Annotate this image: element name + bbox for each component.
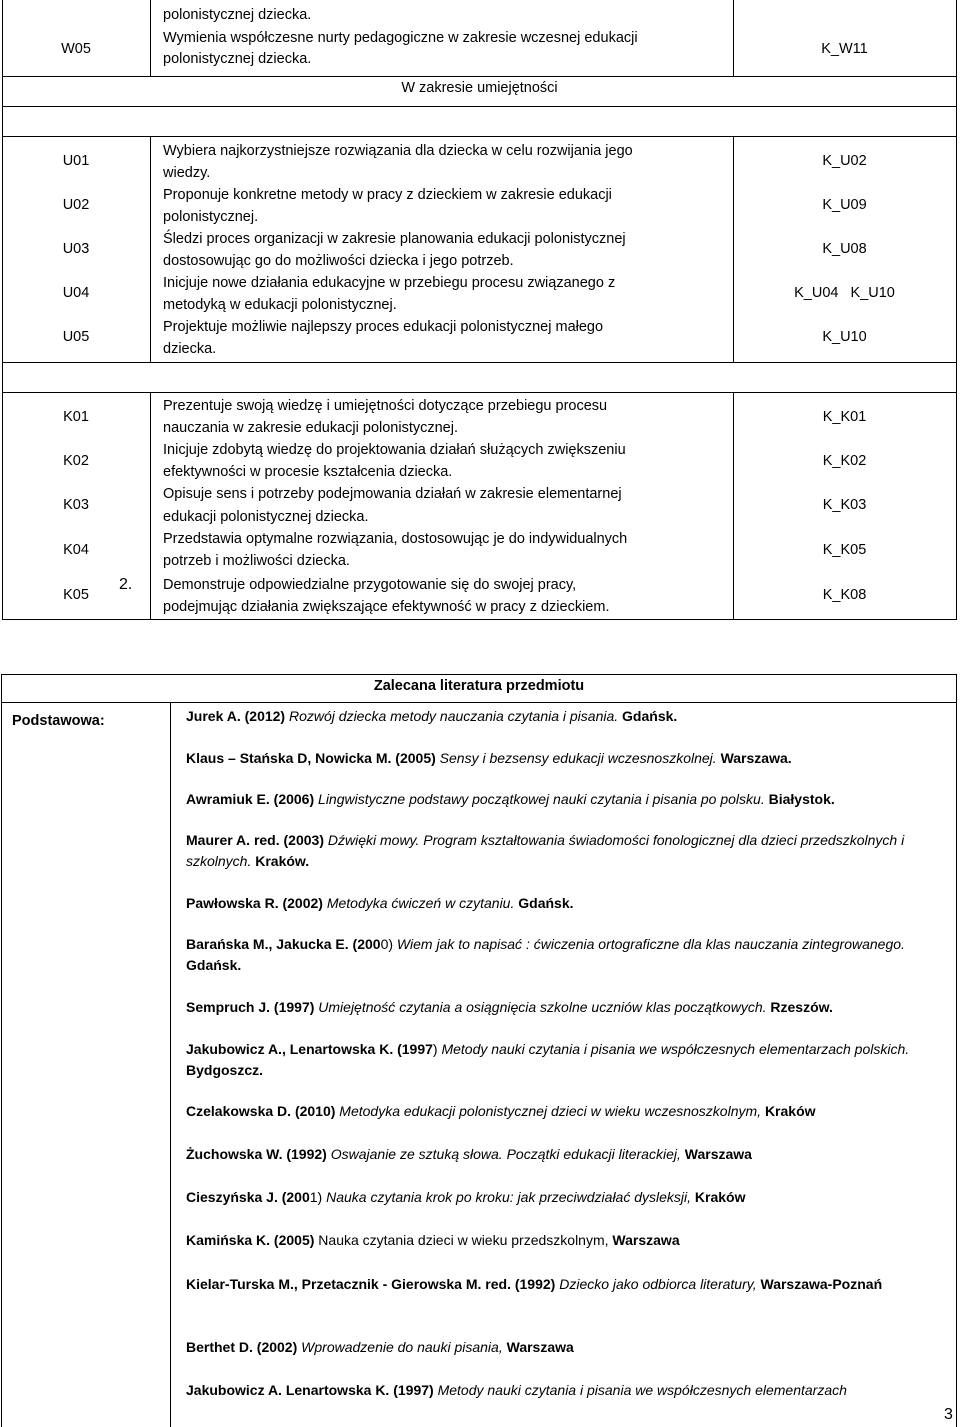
literature-entry: Czelakowska D. (2010) Metodyka edukacji polonistycznej dzieci w wieku wczesnoszkolnym, Kraków: [186, 1103, 816, 1119]
outcome-text: polonistycznej dziecka.: [163, 51, 312, 67]
literature-entry: Żuchowska W. (1992) Oswajanie ze sztuką słowa. Początki edukacji literackiej, Warszawa: [186, 1146, 752, 1162]
literature-entry: Jurek A. (2012) Rozwój dziecka metody nauczania czytania i pisania. Gdańsk.: [186, 708, 678, 724]
literature-entry: Berthet D. (2002) Wprowadzenie do nauki pisania, Warszawa: [186, 1339, 574, 1355]
competence-ref: K_K03: [822, 497, 867, 513]
literature-entry: Sempruch J. (1997) Umiejętność czytania a osiągnięcia szkolne uczniów klas początkowych. Rzeszów.: [186, 999, 833, 1015]
literature-entry: Jakubowicz A., Lenartowska K. (1997) Metody nauki czytania i pisania we współczesnych elementarzach polskich. Bydgoszcz.: [186, 1041, 910, 1078]
literature-entry: Pawłowska R. (2002) Metodyka ćwiczeń w czytaniu. Gdańsk.: [186, 895, 574, 911]
skill-text: Wybiera najkorzystniejsze rozwiązania dla dziecka w celu rozwijania jego: [163, 143, 633, 159]
literature-entry: Klaus – Stańska D, Nowicka M. (2005) Sensy i bezsensy edukacji wczesnoszkolnej. Warszawa.: [186, 750, 792, 766]
competence-text: Inicjuje zdobytą wiedzę do projektowania działań służących zwiększeniu: [163, 442, 626, 458]
skill-code: U04: [62, 285, 90, 301]
skill-ref: K_U10: [822, 329, 867, 345]
literature-label: Podstawowa:: [12, 713, 105, 729]
competence-ref: K_K01: [822, 409, 867, 425]
literature-header: Zalecana literatura przedmiotu: [373, 678, 585, 694]
literature-entry: Jakubowicz A. Lenartowska K. (1997) Metody nauki czytania i pisania we współczesnych elementarzach: [186, 1382, 847, 1398]
competence-text: edukacji polonistycznej dziecka.: [163, 509, 369, 525]
competence-text: Opisuje sens i potrzeby podejmowania działań w zakresie elementarnej: [163, 486, 622, 502]
skill-ref: K_U04 K_U10: [794, 285, 895, 301]
outcome-code: W05: [61, 41, 91, 57]
skill-text: Inicjuje nowe działania edukacyjne w przebiegu procesu związanego z: [163, 275, 616, 291]
skill-text: dziecka.: [163, 341, 217, 357]
skill-code: U01: [62, 153, 90, 169]
skill-text: Śledzi proces organizacji w zakresie planowania edukacji polonistycznej: [163, 231, 626, 247]
literature-entry: Awramiuk E. (2006) Lingwistyczne podstawy początkowej nauki czytania i pisania po polsku. Białystok.: [186, 791, 835, 807]
skill-text: polonistycznej.: [163, 209, 259, 225]
competence-text: nauczania w zakresie edukacji polonistycznej.: [163, 420, 458, 436]
literature-entry: Barańska M., Jakucka E. (2000) Wiem jak to napisać : ćwiczenia ortograficzne dla klas nauczania zintegrowanego. Gdańsk.: [186, 936, 905, 973]
competence-text: potrzeb i możliwości dziecka.: [163, 553, 350, 569]
competence-ref: K_K02: [822, 453, 867, 469]
section-heading: W zakresie umiejętności: [401, 80, 558, 96]
outcome-ref: K_W11: [821, 41, 868, 57]
competence-code: K04: [63, 542, 89, 558]
skill-text: wiedzy.: [163, 165, 211, 181]
literature-entry: Maurer A. red. (2003) Dźwięki mowy. Program kształtowania świadomości fonologicznej dla dzieci przedszkolnych i szkolnych. Kraków.: [186, 832, 905, 869]
literature-entry: Kielar-Turska M., Przetacznik - Gierowska M. red. (1992) Dziecko jako odbiorca literatury, Warszawa-Poznań: [186, 1276, 883, 1292]
competence-text: efektywności w procesie kształcenia dziecka.: [163, 464, 453, 480]
list-marker: 2.: [119, 576, 133, 593]
literature-entry: Cieszyńska J. (2001) Nauka czytania krok po kroku: jak przeciwdziałać dysleksji, Kraków: [186, 1189, 746, 1205]
skill-text: metodyką w edukacji polonistycznej.: [163, 297, 397, 313]
competence-ref: K_K08: [822, 587, 867, 603]
skill-ref: K_U09: [822, 197, 867, 213]
competence-code: K03: [63, 497, 89, 513]
competence-text: Przedstawia optymalne rozwiązania, dostosowując je do indywidualnych: [163, 531, 628, 547]
competence-code: K01: [63, 409, 89, 425]
skill-code: U03: [62, 241, 90, 257]
competence-code: K05: [63, 587, 89, 603]
skill-code: U05: [62, 329, 90, 345]
skill-text: Proponuje konkretne metody w pracy z dzieckiem w zakresie edukacji: [163, 187, 612, 203]
competence-text: Prezentuje swoją wiedzę i umiejętności dotyczące przebiegu procesu: [163, 398, 608, 414]
skill-ref: K_U02: [822, 153, 867, 169]
skill-text: Projektuje możliwie najlepszy proces edukacji polonistycznej małego: [163, 319, 604, 335]
skill-code: U02: [62, 197, 90, 213]
literature-entry: Kamińska K. (2005) Nauka czytania dzieci w wieku przedszkolnym, Warszawa: [186, 1232, 680, 1248]
competence-text: podejmując działania zwiększające efektywność w pracy z dzieckiem.: [163, 599, 610, 615]
competence-ref: K_K05: [822, 542, 867, 558]
competence-text: Demonstruje odpowiedzialne przygotowanie się do swojej pracy,: [163, 577, 577, 593]
page-number: 3: [944, 1406, 953, 1423]
skill-text: dostosowując go do możliwości dziecka i jego potrzeb.: [163, 253, 514, 269]
skill-ref: K_U08: [822, 241, 867, 257]
outcome-text: Wymienia współczesne nurty pedagogiczne w zakresie wczesnej edukacji: [163, 30, 638, 46]
outcome-text: polonistycznej dziecka.: [163, 7, 312, 23]
competence-code: K02: [63, 453, 89, 469]
